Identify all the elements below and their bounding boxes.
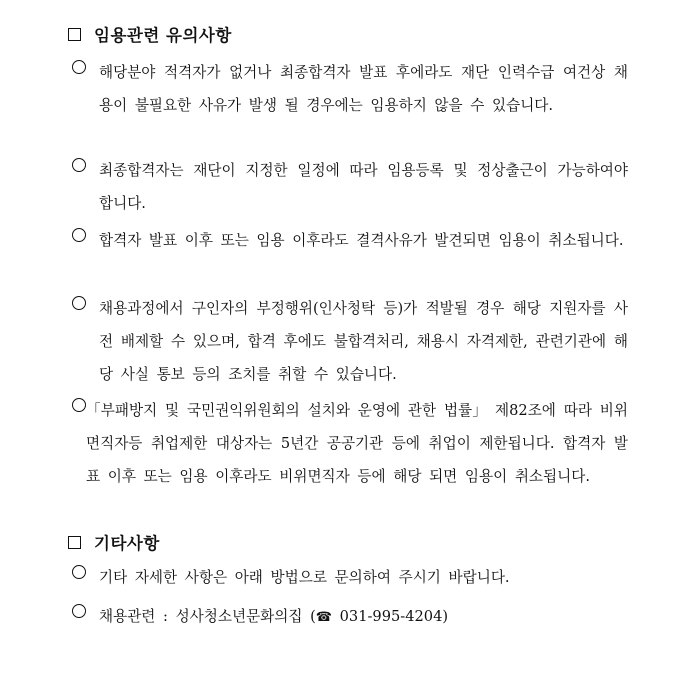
circle-bullet-icon bbox=[72, 228, 86, 242]
telephone-icon: ☎ bbox=[315, 610, 332, 625]
list-item-text: 최종합격자는 재단이 지정한 일정에 따라 임용등록 및 정상출근이 가능하여야 합니다. bbox=[99, 162, 628, 212]
circle-bullet-icon bbox=[72, 604, 86, 618]
contact-phone: 031-995-4204 bbox=[339, 608, 443, 625]
circle-bullet-icon bbox=[72, 296, 86, 310]
circle-bullet-icon bbox=[72, 158, 86, 172]
list-item bbox=[72, 154, 628, 220]
contact-close: ) bbox=[442, 608, 449, 625]
list-item-text: 채용과정에서 구인자의 부정행위(인사청탁 등)가 적발될 경우 해당 지원자를 사전 배제할 수 있으며, 합격 후에도 불합격처리, 채용시 자격제한, 관련기관에 해당 사실 통보 등의 조치를 취할 수 있습니다. bbox=[99, 300, 628, 383]
contact-text bbox=[99, 600, 628, 634]
checkbox-square-icon bbox=[68, 28, 81, 41]
section-heading-employment bbox=[68, 22, 232, 46]
list-item bbox=[72, 56, 628, 122]
list-item-text: 합격자 발표 이후 또는 임용 이후라도 결격사유가 발견되면 임용이 취소됩니다. bbox=[99, 232, 624, 249]
checkbox-square-icon bbox=[68, 536, 81, 549]
list-item bbox=[72, 224, 628, 257]
circle-bullet-icon bbox=[72, 398, 86, 412]
contact-label: 채용관련 : 성사청소년문화의집 ( bbox=[99, 608, 316, 625]
list-item bbox=[72, 561, 628, 594]
circle-bullet-icon bbox=[72, 565, 86, 579]
contact-item bbox=[72, 600, 628, 634]
list-item-text: 기타 자세한 사항은 아래 방법으로 문의하여 주시기 바랍니다. bbox=[99, 569, 510, 586]
section-heading-text: 기타사항 bbox=[94, 534, 160, 553]
section-heading-text: 임용관련 유의사항 bbox=[94, 26, 232, 45]
list-item-text: 해당분야 적격자가 없거나 최종합격자 발표 후에라도 재단 인력수급 여건상 채용이 불필요한 사유가 발생 될 경우에는 임용하지 않을 수 있습니다. bbox=[99, 64, 628, 114]
list-item-text: 「부패방지 및 국민권익위원회의 설치와 운영에 관한 법률」 제82조에 따라 비위면직자등 취업제한 대상자는 5년간 공공기관 등에 취업이 제한됩니다. 합격자 발표 이후 또는 임용 이후라도 비위면직자 등에 해당 되면 임용이 취소됩니다. bbox=[86, 402, 628, 485]
section-heading-etc bbox=[68, 530, 160, 554]
circle-bullet-icon bbox=[72, 60, 86, 74]
list-item bbox=[72, 394, 628, 493]
list-item bbox=[72, 292, 628, 391]
